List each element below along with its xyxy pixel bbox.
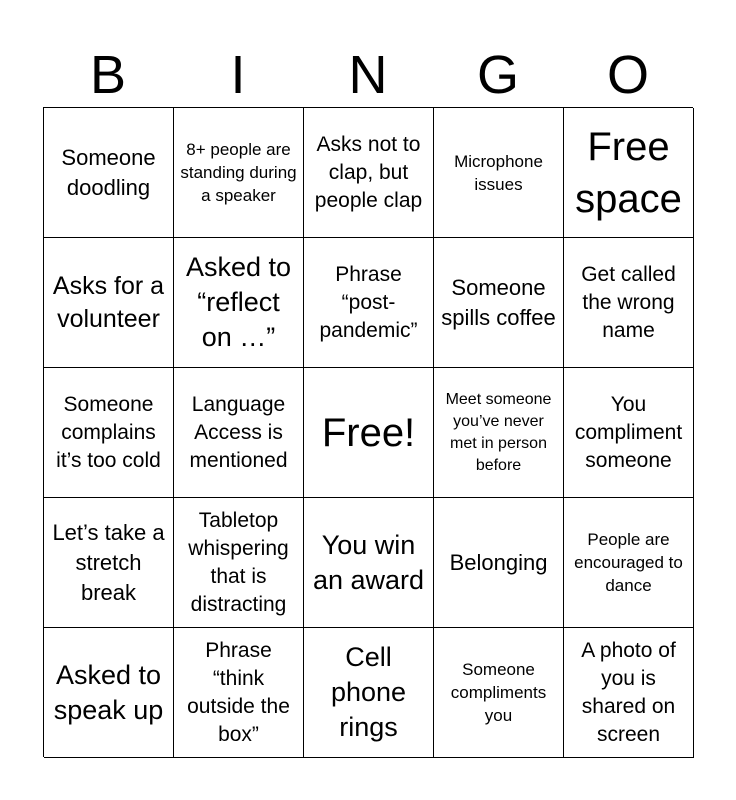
cell-text: Tabletop whispering that is distracting (188, 508, 289, 616)
bingo-cell[interactable] (434, 368, 564, 498)
cell-text: Let’s take a stretch break (52, 519, 165, 605)
cell-text: A photo of you is shared on screen (581, 638, 676, 746)
bingo-cell[interactable] (304, 628, 434, 758)
bingo-cell[interactable] (304, 108, 434, 238)
bingo-cell[interactable] (44, 368, 174, 498)
bingo-cell[interactable] (304, 498, 434, 628)
bingo-cell[interactable] (304, 368, 434, 498)
bingo-cell[interactable] (434, 628, 564, 758)
cell-text: People are encouraged to dance (574, 530, 683, 595)
bingo-header (43, 44, 693, 106)
cell-text: Someone doodling (61, 144, 156, 200)
cell-text: Get called the wrong name (581, 262, 676, 342)
cell-text: Asks not to clap, but people clap (314, 132, 423, 212)
cell-text: Phrase “think outside the box” (187, 638, 290, 746)
bingo-cell[interactable] (174, 628, 304, 758)
bingo-cell[interactable] (174, 108, 304, 238)
cell-text: Asked to “reflect on …” (185, 252, 292, 352)
cell-text: Asks for a volunteer (52, 271, 165, 333)
header-letter-o: O (606, 45, 649, 105)
bingo-cell[interactable] (44, 628, 174, 758)
bingo-cell[interactable] (564, 238, 694, 368)
bingo-cell[interactable] (304, 238, 434, 368)
bingo-cell[interactable] (174, 498, 304, 628)
bingo-cell[interactable] (174, 238, 304, 368)
bingo-cell[interactable] (434, 238, 564, 368)
bingo-cell[interactable] (564, 368, 694, 498)
cell-text: Free space (575, 124, 682, 221)
header-letter-i: I (230, 45, 246, 105)
cell-text: Someone spills coffee (441, 274, 556, 330)
bingo-cell[interactable] (564, 628, 694, 758)
bingo-grid (43, 107, 693, 757)
cell-text: You win an award (312, 529, 425, 595)
header-letter-g: G (476, 45, 519, 105)
header-letter-b: B (89, 45, 127, 105)
cell-text: Meet someone you’ve never met in person before (445, 390, 552, 474)
header-letter-n: N (348, 45, 388, 105)
cell-text: You compliment someone (574, 392, 683, 472)
bingo-cell[interactable] (174, 368, 304, 498)
cell-text: Belonging (449, 549, 548, 575)
cell-text: Free! (321, 410, 416, 455)
bingo-cell[interactable] (564, 498, 694, 628)
cell-text: Someone complains it’s too cold (56, 392, 161, 472)
cell-text: Phrase “post-pandemic” (319, 262, 418, 342)
cell-text: Asked to speak up (53, 659, 164, 725)
cell-text: Someone compliments you (450, 660, 547, 725)
bingo-cell[interactable] (44, 108, 174, 238)
cell-text: Cell phone rings (330, 642, 407, 742)
bingo-cell[interactable] (434, 108, 564, 238)
bingo-cell[interactable] (434, 498, 564, 628)
bingo-cell[interactable] (564, 108, 694, 238)
bingo-cell[interactable] (44, 498, 174, 628)
cell-text: Microphone issues (454, 151, 543, 194)
bingo-cell[interactable] (44, 238, 174, 368)
cell-text: Language Access is mentioned (189, 392, 288, 472)
cell-text: 8+ people are standing during a speaker (180, 140, 297, 205)
